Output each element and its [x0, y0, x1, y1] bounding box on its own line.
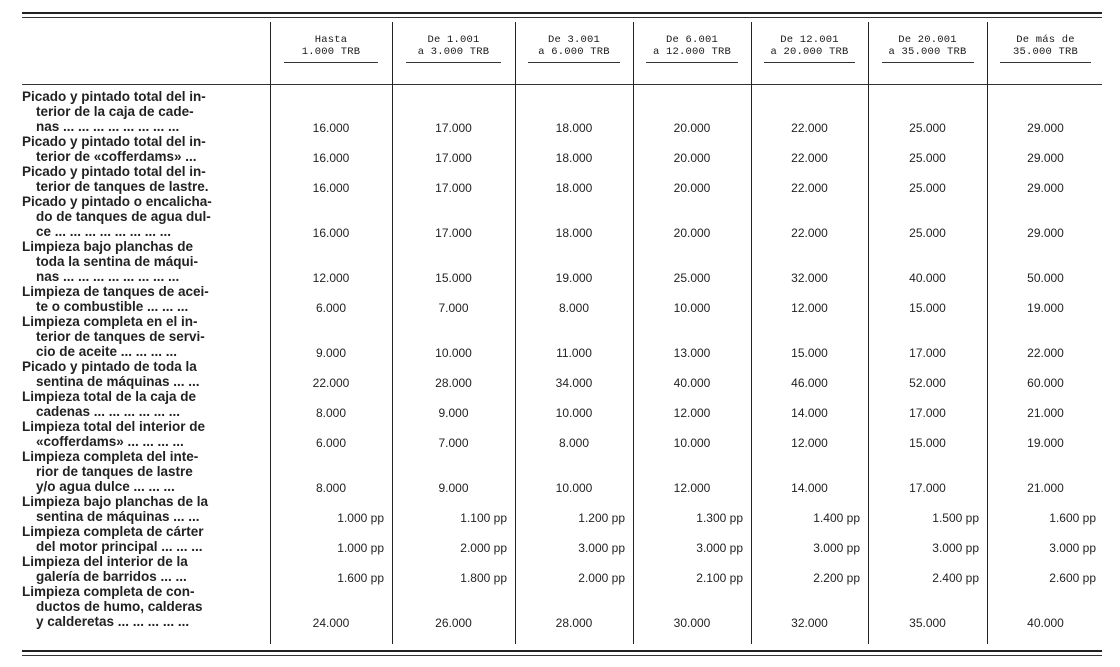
- table-cell: 29.000: [1027, 181, 1064, 195]
- row-concept: [22, 164, 262, 194]
- table-cell: 22.000: [1027, 346, 1064, 360]
- table-cell: 22.000: [791, 181, 828, 195]
- table-cell: 24.000: [312, 616, 350, 630]
- table-cell: 14.000: [791, 406, 828, 420]
- table-cell: 29.000: [1027, 121, 1064, 135]
- column-header: [635, 34, 749, 63]
- row-concept-line: Limpieza de tanques de acei-: [22, 284, 209, 299]
- table-cell: 1.500 pp: [932, 511, 979, 525]
- table-cell: 20.000: [673, 121, 711, 135]
- table-cell: 28.000: [435, 376, 472, 390]
- row-concept: [22, 239, 262, 284]
- row-concept-line: Limpieza del interior de la: [22, 554, 188, 569]
- row-concept-line: Limpieza total del interior de: [22, 419, 206, 434]
- row-concept-line: cadenas ... ... ... ... ... ...: [36, 404, 181, 419]
- table-cell: 3.000 pp: [696, 541, 743, 555]
- table-cell: 6.000: [315, 436, 347, 450]
- column-divider: [633, 22, 634, 644]
- table-cell: 12.000: [312, 271, 350, 285]
- table-cell: 2.000 pp: [460, 541, 507, 555]
- row-concept-line: terior de tanques de lastre.: [36, 179, 209, 194]
- table-cell: 15.000: [909, 301, 946, 315]
- table-cell: 8.000: [315, 481, 347, 495]
- table-cell: 17.000: [909, 406, 946, 420]
- table-cell: 50.000: [1027, 271, 1064, 285]
- table-cell: 25.000: [673, 271, 711, 285]
- table-cell: 8.000: [558, 436, 590, 450]
- column-divider: [392, 22, 393, 644]
- table-cell: 22.000: [791, 121, 828, 135]
- table-cell: 1.600 pp: [1049, 511, 1096, 525]
- top-double-rule-1: [22, 12, 1102, 14]
- bottom-double-rule-2: [22, 655, 1102, 656]
- top-double-rule-2: [22, 17, 1102, 18]
- table-cell: 21.000: [1027, 406, 1064, 420]
- row-concept-line: Limpieza total de la caja de: [22, 389, 197, 404]
- column-divider: [515, 22, 516, 644]
- column-divider: [868, 22, 869, 644]
- row-concept: [22, 584, 262, 629]
- row-concept-line: Limpieza completa de con-: [22, 584, 195, 599]
- table-cell: 15.000: [435, 271, 472, 285]
- column-header-line1: De 20.001: [898, 34, 957, 46]
- table-cell: 19.000: [1027, 301, 1064, 315]
- table-cell: 2.400 pp: [932, 571, 979, 585]
- row-concept-line: terior de «cofferdams» ...: [36, 149, 197, 164]
- table-cell: 10.000: [555, 406, 593, 420]
- table-cell: 10.000: [435, 346, 472, 360]
- row-concept-line: Limpieza completa de cárter: [22, 524, 204, 539]
- column-header-line1: De 3.001: [547, 34, 600, 46]
- table-cell: 16.000: [312, 151, 350, 165]
- table-cell: 2.200 pp: [813, 571, 860, 585]
- table-cell: 18.000: [555, 151, 593, 165]
- table-cell: 20.000: [673, 151, 711, 165]
- row-concept: [22, 419, 262, 449]
- table-cell: 16.000: [312, 121, 350, 135]
- table-cell: 1.000 pp: [337, 541, 384, 555]
- row-concept-line: y calderetas ... ... ... ... ...: [36, 614, 190, 629]
- row-concept-line: del motor principal ... ... ...: [36, 539, 203, 554]
- column-divider: [987, 22, 988, 644]
- row-concept: [22, 389, 262, 419]
- row-concept-line: ductos de humo, calderas: [36, 599, 203, 614]
- table-cell: 40.000: [673, 376, 711, 390]
- row-concept: [22, 554, 262, 584]
- table-cell: 12.000: [673, 406, 711, 420]
- row-concept: [22, 134, 262, 164]
- table-cell: 1.200 pp: [578, 511, 625, 525]
- column-header-line1: De 1.001: [427, 34, 480, 46]
- table-cell: 17.000: [909, 346, 946, 360]
- table-cell: 1.600 pp: [337, 571, 384, 585]
- column-header-line2: a 35.000 TRB: [888, 46, 967, 58]
- table-cell: 26.000: [435, 616, 472, 630]
- row-concept-line: te o combustible ... ... ...: [36, 299, 189, 314]
- column-header: [870, 34, 985, 63]
- row-concept-line: galería de barridos ... ...: [36, 569, 187, 584]
- table-cell: 22.000: [791, 151, 828, 165]
- table-cell: 12.000: [673, 481, 711, 495]
- table-cell: 22.000: [312, 376, 350, 390]
- table-cell: 8.000: [315, 406, 347, 420]
- table-cell: 18.000: [555, 226, 593, 240]
- row-concept: [22, 314, 262, 359]
- table-cell: 3.000 pp: [578, 541, 625, 555]
- table-cell: 19.000: [1027, 436, 1064, 450]
- table-cell: 10.000: [555, 481, 593, 495]
- table-cell: 2.000 pp: [578, 571, 625, 585]
- table-cell: 1.300 pp: [696, 511, 743, 525]
- row-concept-line: nas ... ... ... ... ... ... ... ...: [36, 119, 180, 134]
- table-cell: 8.000: [558, 301, 590, 315]
- row-concept: [22, 284, 262, 314]
- table-cell: 60.000: [1027, 376, 1064, 390]
- column-header-line1: De más de: [1016, 34, 1075, 46]
- row-concept-line: terior de la caja de cade-: [36, 104, 194, 119]
- table-cell: 2.600 pp: [1049, 571, 1096, 585]
- row-concept-line: Picado y pintado o encalicha-: [22, 194, 212, 209]
- table-cell: 25.000: [909, 226, 946, 240]
- row-concept: [22, 524, 262, 554]
- row-concept-line: «cofferdams» ... ... ... ...: [36, 434, 184, 449]
- table-cell: 29.000: [1027, 151, 1064, 165]
- header-bottom-rule: [22, 84, 1102, 85]
- table-cell: 25.000: [909, 151, 946, 165]
- row-concept-line: do de tanques de agua dul-: [36, 209, 211, 224]
- table-cell: 20.000: [673, 181, 711, 195]
- table-cell: 21.000: [1027, 481, 1064, 495]
- row-concept: [22, 89, 262, 134]
- table-cell: 17.000: [435, 151, 472, 165]
- row-concept-line: toda la sentina de máqui-: [36, 254, 199, 269]
- table-cell: 29.000: [1027, 226, 1064, 240]
- column-header: [517, 34, 631, 63]
- table-cell: 16.000: [312, 181, 350, 195]
- row-concept-line: Picado y pintado de toda la: [22, 359, 197, 374]
- row-concept-line: sentina de máquinas ... ...: [36, 509, 200, 524]
- table-cell: 9.000: [438, 406, 469, 420]
- table-cell: 1.000 pp: [337, 511, 384, 525]
- column-header: [753, 34, 866, 63]
- row-concept-line: nas ... ... ... ... ... ... ... ...: [36, 269, 180, 284]
- table-cell: 17.000: [435, 121, 472, 135]
- table-cell: 35.000: [909, 616, 946, 630]
- row-concept-line: sentina de máquinas ... ...: [36, 374, 200, 389]
- table-cell: 34.000: [555, 376, 593, 390]
- column-header-line2: 1.000 TRB: [301, 46, 361, 58]
- row-concept-line: Limpieza completa del inte-: [22, 449, 199, 464]
- column-header-line1: Hasta: [314, 34, 348, 46]
- table-cell: 9.000: [315, 346, 347, 360]
- table-cell: 13.000: [673, 346, 711, 360]
- table-cell: 17.000: [435, 181, 472, 195]
- column-divider: [751, 22, 752, 644]
- column-header-line2: 35.000 TRB: [1012, 46, 1078, 58]
- table-cell: 46.000: [791, 376, 828, 390]
- table-cell: 1.400 pp: [813, 511, 860, 525]
- table-cell: 17.000: [435, 226, 472, 240]
- column-header-line2: a 12.000 TRB: [652, 46, 731, 58]
- column-header-line2: a 20.000 TRB: [770, 46, 849, 58]
- table-cell: 32.000: [791, 271, 828, 285]
- row-concept-line: Limpieza bajo planchas de: [22, 239, 194, 254]
- table-cell: 9.000: [438, 481, 469, 495]
- table-cell: 12.000: [791, 301, 828, 315]
- row-concept-line: Limpieza completa en el in-: [22, 314, 198, 329]
- table-cell: 18.000: [555, 121, 593, 135]
- table-cell: 28.000: [555, 616, 593, 630]
- column-header-line2: a 3.000 TRB: [417, 46, 490, 58]
- row-concept-line: rior de tanques de lastre: [36, 464, 193, 479]
- row-concept-line: y/o agua dulce ... ... ...: [36, 479, 175, 494]
- table-cell: 40.000: [909, 271, 946, 285]
- table-cell: 40.000: [1027, 616, 1064, 630]
- table-cell: 3.000 pp: [1049, 541, 1096, 555]
- table-cell: 15.000: [909, 436, 946, 450]
- column-header: [989, 34, 1102, 63]
- table-cell: 7.000: [438, 301, 469, 315]
- column-header-line1: De 6.001: [665, 34, 718, 46]
- row-concept-line: Picado y pintado total del in-: [22, 89, 206, 104]
- table-cell: 10.000: [673, 301, 711, 315]
- bottom-double-rule-1: [22, 650, 1102, 652]
- row-concept-line: terior de tanques de servi-: [36, 329, 205, 344]
- column-header: [272, 34, 390, 63]
- row-concept: [22, 494, 262, 524]
- row-concept-line: ce ... ... ... ... ... ... ... ...: [36, 224, 172, 239]
- row-concept: [22, 449, 262, 494]
- table-cell: 3.000 pp: [813, 541, 860, 555]
- row-concept-line: Limpieza bajo planchas de la: [22, 494, 209, 509]
- table-cell: 1.800 pp: [460, 571, 507, 585]
- table-cell: 14.000: [791, 481, 828, 495]
- row-concept-line: Picado y pintado total del in-: [22, 164, 206, 179]
- table-cell: 25.000: [909, 121, 946, 135]
- table-cell: 18.000: [555, 181, 593, 195]
- table-cell: 20.000: [673, 226, 711, 240]
- row-concept: [22, 194, 262, 239]
- table-cell: 2.100 pp: [696, 571, 743, 585]
- table-cell: 30.000: [673, 616, 711, 630]
- table-cell: 19.000: [555, 271, 593, 285]
- table-cell: 10.000: [673, 436, 711, 450]
- column-header-line1: De 12.001: [780, 34, 839, 46]
- table-cell: 12.000: [791, 436, 828, 450]
- column-divider: [270, 22, 271, 644]
- table-cell: 1.100 pp: [460, 511, 507, 525]
- column-header: [394, 34, 513, 63]
- table-cell: 6.000: [315, 301, 347, 315]
- row-concept-line: Picado y pintado total del in-: [22, 134, 206, 149]
- row-concept-line: cio de aceite ... ... ... ...: [36, 344, 178, 359]
- table-cell: 52.000: [909, 376, 946, 390]
- table-cell: 7.000: [438, 436, 469, 450]
- table-cell: 11.000: [556, 346, 592, 360]
- row-concept: [22, 359, 262, 389]
- table-cell: 17.000: [909, 481, 946, 495]
- table-cell: 22.000: [791, 226, 828, 240]
- table-cell: 16.000: [312, 226, 350, 240]
- table-cell: 32.000: [791, 616, 828, 630]
- table-cell: 15.000: [791, 346, 828, 360]
- table-cell: 25.000: [909, 181, 946, 195]
- table-cell: 3.000 pp: [932, 541, 979, 555]
- column-header-line2: a 6.000 TRB: [538, 46, 610, 58]
